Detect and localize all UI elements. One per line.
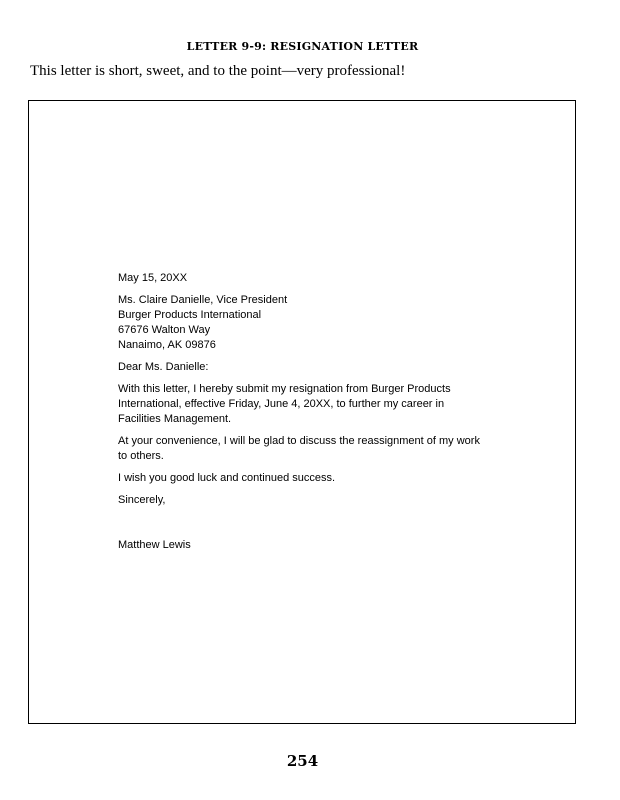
page-heading: LETTER 9-9: RESIGNATION LETTER — [186, 40, 419, 53]
recipient-address — [118, 293, 508, 353]
signature-space — [118, 515, 508, 538]
paragraph-line: With this letter, I hereby submit my resignation from Burger Products — [118, 383, 451, 395]
address-line: 67676 Walton Way — [118, 324, 211, 336]
paragraph-resignation — [118, 382, 508, 427]
paragraph-line: Facilities Management. — [118, 413, 232, 425]
signature-name: Matthew Lewis — [118, 539, 191, 551]
letter-date: May 15, 20XX — [118, 272, 188, 284]
paragraph-line: to others. — [118, 450, 164, 462]
address-line: Nanaimo, AK 09876 — [118, 339, 216, 351]
page-number: 254 — [286, 752, 319, 770]
address-line: Ms. Claire Danielle, Vice President — [118, 294, 288, 306]
paragraph-line: At your convenience, I will be glad to discuss the reassignment of my work — [118, 435, 480, 447]
address-line: Burger Products International — [118, 309, 262, 321]
closing: Sincerely, — [118, 494, 166, 506]
paragraph-wishes: I wish you good luck and continued success. — [118, 472, 336, 484]
salutation: Dear Ms. Danielle: — [118, 361, 209, 373]
paragraph-reassignment — [118, 434, 508, 464]
paragraph-line: International, effective Friday, June 4, 20XX, to further my career in — [118, 398, 445, 410]
letter-body — [118, 271, 508, 560]
intro-text: This letter is short, sweet, and to the point—very professional! — [30, 63, 406, 79]
